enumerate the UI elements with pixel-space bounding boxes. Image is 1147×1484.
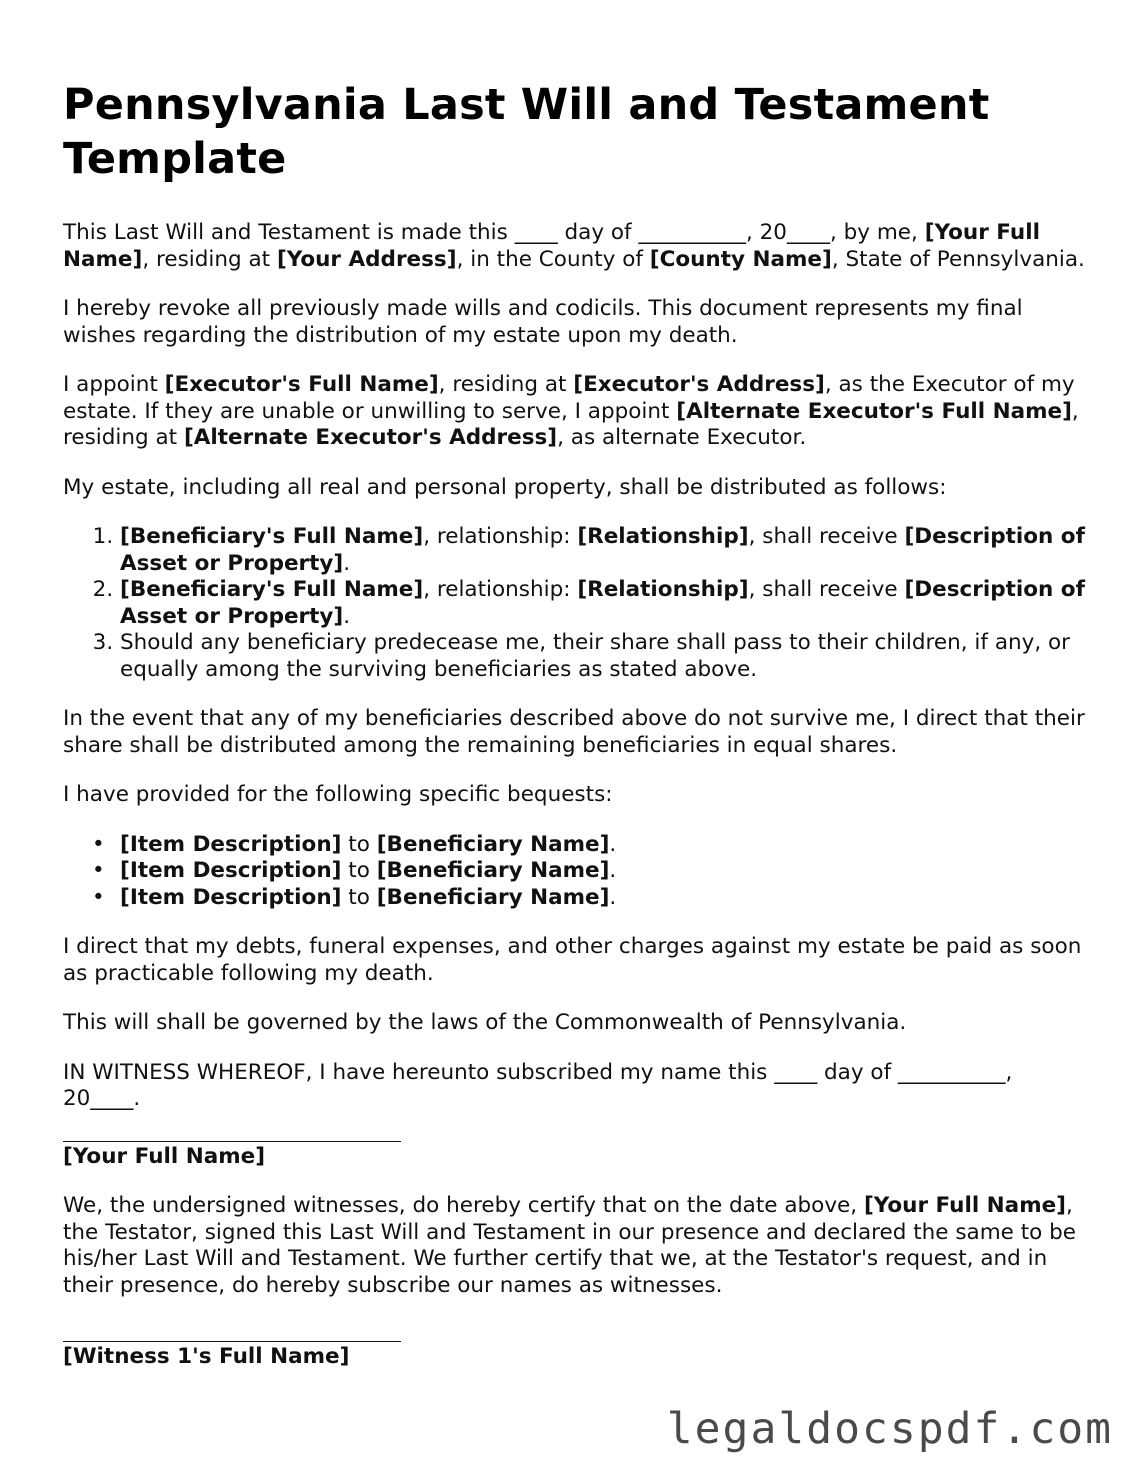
list-item: • [Item Description] to [Beneficiary Name].: [120, 858, 1093, 885]
bequests-list: [63, 832, 1093, 912]
estate-intro-paragraph: My estate, including all real and personal property, shall be distributed as follows:: [63, 474, 947, 500]
revocation-paragraph: I hereby revoke all previously made wills and codicils. This document represents my final wishes regarding the distribution of my estate upon my death.: [63, 296, 1023, 348]
watermark: legaldocspdf.com: [666, 1404, 1113, 1454]
signature-line[interactable]: [63, 1141, 401, 1142]
list-item: • [Item Description] to [Beneficiary Name].: [120, 832, 1093, 859]
list-item: • [Item Description] to [Beneficiary Name].: [120, 885, 1093, 912]
witness1-signature-block: [63, 1341, 1093, 1371]
survival-paragraph: In the event that any of my beneficiaries described above do not survive me, I direct that their share shall be distributed among the remaining beneficiaries in equal shares.: [63, 706, 1085, 758]
testator-name-label: [Your Full Name]: [63, 1143, 266, 1169]
signature-line[interactable]: [63, 1341, 401, 1342]
document-page: [63, 78, 1093, 1371]
page-title: Pennsylvania Last Will and Testament Template: [63, 80, 990, 184]
distribution-list: [63, 524, 1093, 683]
county-name-placeholder: [County Name]: [649, 246, 832, 272]
alternate-executor-name-placeholder: [Alternate Executor's Full Name]: [676, 398, 1072, 424]
your-address-placeholder: [Your Address]: [276, 246, 457, 272]
intro-paragraph: This Last Will and Testament is made this ____ day of __________, 20____, by me, [Your Full Name], residing at [Your Address], in the County of [County Name], State of Pennsylvania.: [63, 220, 1085, 272]
witness-whereof-paragraph: IN WITNESS WHEREOF, I have hereunto subscribed my name this ____ day of __________, 20____.: [63, 1059, 1013, 1111]
list-item: 1. [Beneficiary's Full Name], relationship: [Relationship], shall receive [Description of Asset or Property].: [120, 524, 1093, 577]
alternate-executor-address-placeholder: [Alternate Executor's Address]: [183, 425, 558, 450]
list-item: 3. Should any beneficiary predecease me, their share shall pass to their children, if any, or equally among the surviving beneficiaries as stated above.: [120, 630, 1093, 683]
governing-law-paragraph: This will shall be governed by the laws of the Commonwealth of Pennsylvania.: [63, 1010, 907, 1035]
list-item: 2. [Beneficiary's Full Name], relationship: [Relationship], shall receive [Description of Asset or Property].: [120, 577, 1093, 630]
testator-signature-block: [63, 1141, 1093, 1171]
debts-paragraph: I direct that my debts, funeral expenses, and other charges against my estate be paid as soon as practicable following my death.: [63, 934, 1082, 986]
witness-statement-paragraph: We, the undersigned witnesses, do hereby certify that on the date above, [Your Full Name], the Testator, signed this Last Will and Testament in our presence and declared the same to be his/her Last Will and Testament. We further certify that we, at the Testator's request, and in their presence, do hereby subscribe our names as witnesses.: [63, 1193, 1077, 1298]
witness1-name-label: [Witness 1's Full Name]: [63, 1344, 350, 1369]
executor-name-placeholder: [Executor's Full Name]: [164, 372, 439, 397]
bequests-intro-paragraph: I have provided for the following specific bequests:: [63, 782, 613, 807]
executor-address-placeholder: [Executor's Address]: [573, 372, 825, 397]
executor-paragraph: I appoint [Executor's Full Name], residing at [Executor's Address], as the Executor of my estate. If they are unable or unwilling to serve, I appoint [Alternate Executor's Full Name], residing at [Alternate Executor's Address], as alternate Executor.: [63, 372, 1079, 450]
your-full-name-placeholder: [Your Full Name]: [63, 220, 1040, 272]
